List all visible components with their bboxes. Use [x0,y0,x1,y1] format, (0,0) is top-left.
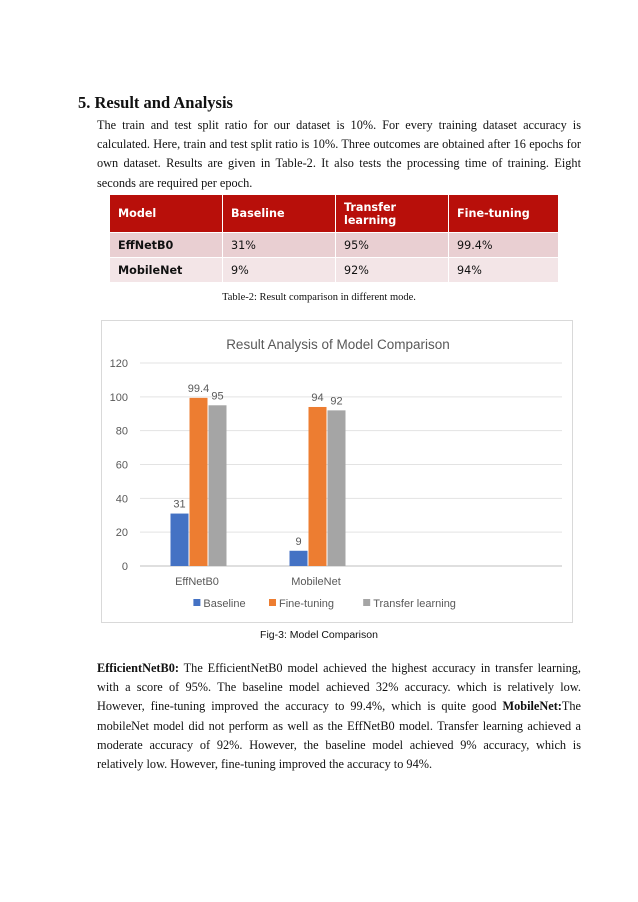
bar-fine-tuning [190,398,208,566]
y-tick-label: 40 [115,493,128,506]
legend-label: Transfer learning [373,598,456,610]
data-label: 92 [330,395,343,408]
intro-paragraph: The train and test split ratio for our dataset is 10%. For every training dataset accuracy is calculated. Here, train and test split ratio is 10%. Three outcomes are obtained after 16 epochs for own dataset. Results are given in Table-2. It also tests the processing time of training. Eight seconds are required per epoch. [97,118,581,190]
bar-chart [101,320,573,623]
table-header-cell: Baseline [223,195,336,233]
table-cell: 92% [336,258,449,283]
table-cell: MobileNet [110,258,223,283]
y-tick-label: 100 [109,391,128,404]
y-tick-label: 60 [115,459,128,472]
x-tick-label: EffNetB0 [175,576,219,588]
y-tick-label: 0 [121,561,128,573]
table-header-cell: Transfer learning [336,195,449,233]
y-tick-label: 20 [115,527,128,540]
legend-swatch [193,599,200,606]
section-heading: 5. Result and Analysis [78,93,233,112]
table-row [110,258,559,283]
bar-baseline [171,514,189,566]
bar-baseline [290,551,308,566]
data-label: 95 [211,390,224,403]
table-header-cell: Fine-tuning [449,195,559,233]
mobilenet-text: The mobileNet model did not perform as well as the EffNetB0 model. Transfer learning achieved a moderate accuracy of 92%. However, the baseline model achieved 9% accuracy, which is relatively low. However, fine-tuning improved the accuracy to 94%. [97,699,582,772]
bar-transfer-learning [328,410,346,566]
x-tick-label: MobileNet [291,576,341,588]
data-label: 99.4 [187,382,210,395]
legend-swatch [269,599,276,606]
effnet-text: The EfficientNetB0 model achieved the highest accuracy in transfer learning, with a score of 95%. The baseline model achieved 32% accuracy. which is relatively low. However, fine-tuning improved the accuracy to 99.4%, which is quite good [97,661,581,714]
table-cell: 9% [223,258,336,283]
y-tick-label: 120 [109,358,128,370]
chart-canvas [102,321,574,624]
legend-label: Baseline [203,598,246,610]
figure-caption: Fig-3: Model Comparison [260,629,378,641]
data-label: 9 [295,535,302,548]
data-label: 31 [173,498,186,511]
table-cell: 31% [223,233,336,258]
effnet-label: EfficientNetB0: [97,661,179,675]
table-header-cell: Model [110,195,223,233]
bar-fine-tuning [309,407,327,566]
table-caption: Table-2: Result comparison in different mode. [222,292,416,303]
analysis-paragraph [97,659,581,774]
table-cell: EffNetB0 [110,233,223,258]
results-table [110,195,559,282]
legend-swatch [363,599,370,606]
chart-title: Result Analysis of Model Comparison [226,337,450,352]
mobilenet-label: MobileNet: [502,699,562,714]
table-cell: 99.4% [449,233,559,258]
table-header-row [110,195,559,233]
table-row [110,233,559,258]
table-cell: 95% [336,233,449,258]
table-cell: 94% [449,258,559,283]
data-label: 94 [311,391,324,404]
y-tick-label: 80 [115,425,128,438]
bar-transfer-learning [209,405,227,566]
legend-label: Fine-tuning [279,598,335,610]
